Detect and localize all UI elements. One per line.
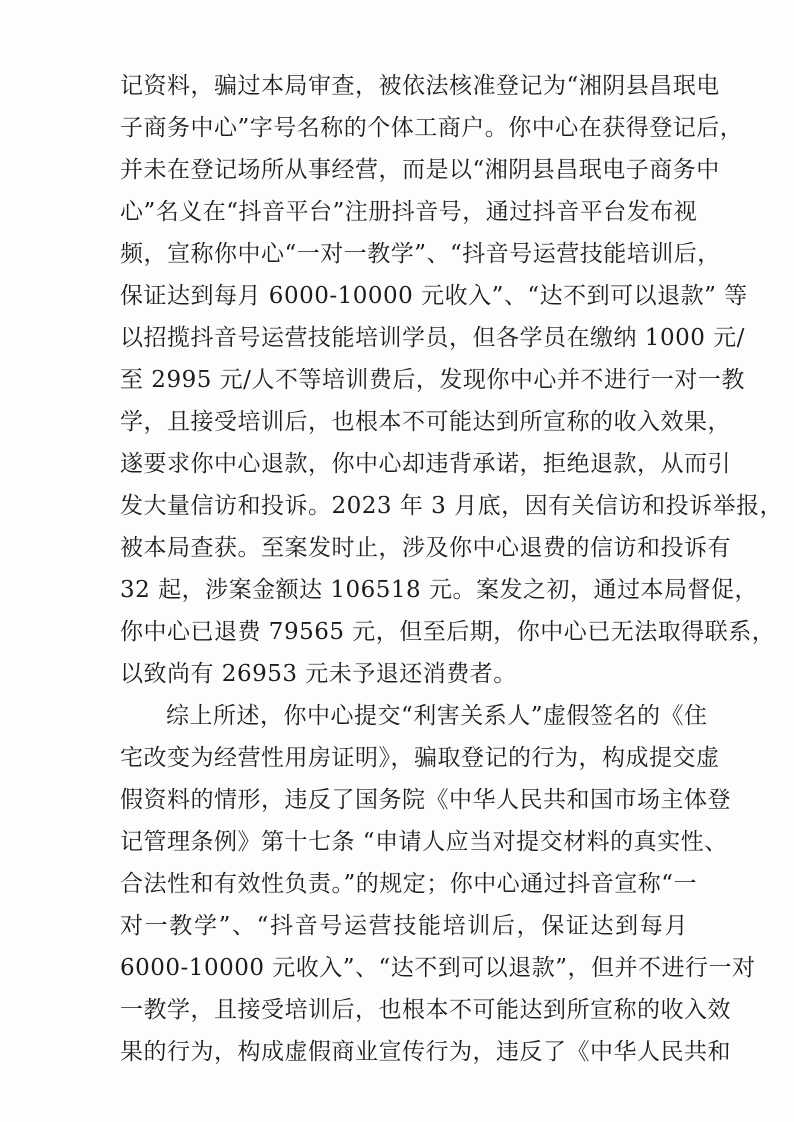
body-text-line: 32 起，涉案金额达 106518 元。案发之初，通过本局督促， (120, 577, 758, 603)
body-text-line: 发大量信访和投诉。2023 年 3 月底，因有关信访和投诉举报， (120, 493, 784, 519)
body-text-line: 至 2995 元/人不等培训费后，发现你中心并不进行一对一教 (120, 367, 745, 393)
body-text-line: 你中心已退费 79565 元，但至后期，你中心已无法取得联系， (120, 619, 776, 645)
body-text-line: 记资料，骗过本局审查，被依法核准登记为“湘阴县昌珉电 (120, 73, 720, 99)
body-text-line: 综上所述，你中心提交“利害关系人”虚假签名的《住 (166, 703, 708, 729)
body-text-line: 遂要求你中心退款，你中心却违背承诺，拒绝退款，从而引 (120, 451, 731, 477)
body-text-line: 果的行为，构成虚假商业宣传行为，违反了《中华人民共和 (120, 1039, 731, 1065)
body-text-line: 一教学，且接受培训后，也根本不可能达到所宣称的收入效 (120, 997, 731, 1023)
body-text-line: 合法性和有效性负责。”的规定；你中心通过抖音宣称“一 (120, 871, 698, 897)
body-text-line: 对一教学”、“抖音号运营技能培训后，保证达到每月 (120, 913, 688, 939)
body-text-line: 6000-10000 元收入”、“达不到可以退款”，但并不进行一对 (120, 955, 756, 981)
body-text-line: 保证达到每月 6000-10000 元收入”、“达不到可以退款” 等 (120, 283, 748, 309)
body-text-line: 频，宣称你中心“一对一教学”、“抖音号运营技能培训后， (120, 241, 721, 267)
body-text-line: 子商务中心”字号名称的个体工商户。你中心在获得登记后， (120, 115, 744, 141)
body-text-line: 被本局查获。至案发时止，涉及你中心退费的信访和投诉有 (120, 535, 731, 561)
body-text-line: 假资料的情形，违反了国务院《中华人民共和国市场主体登 (120, 787, 731, 813)
body-text-line: 以招揽抖音号运营技能培训学员，但各学员在缴纳 1000 元/ (120, 325, 745, 351)
body-text-line: 并未在登记场所从事经营，而是以“湘阴县昌珉电子商务中 (120, 157, 720, 183)
body-text-line: 心”名义在“抖音平台”注册抖音号，通过抖音平台发布视 (120, 199, 698, 225)
body-text-line: 记管理条例》第十七条 “申请人应当对提交材料的真实性、 (120, 829, 728, 855)
body-text-line: 学，且接受培训后，也根本不可能达到所宣称的收入效果， (120, 409, 731, 435)
body-text-line: 宅改变为经营性用房证明》，骗取登记的行为，构成提交虚 (120, 745, 720, 771)
body-text-line: 以致尚有 26953 元未予退还消费者。 (120, 661, 517, 687)
